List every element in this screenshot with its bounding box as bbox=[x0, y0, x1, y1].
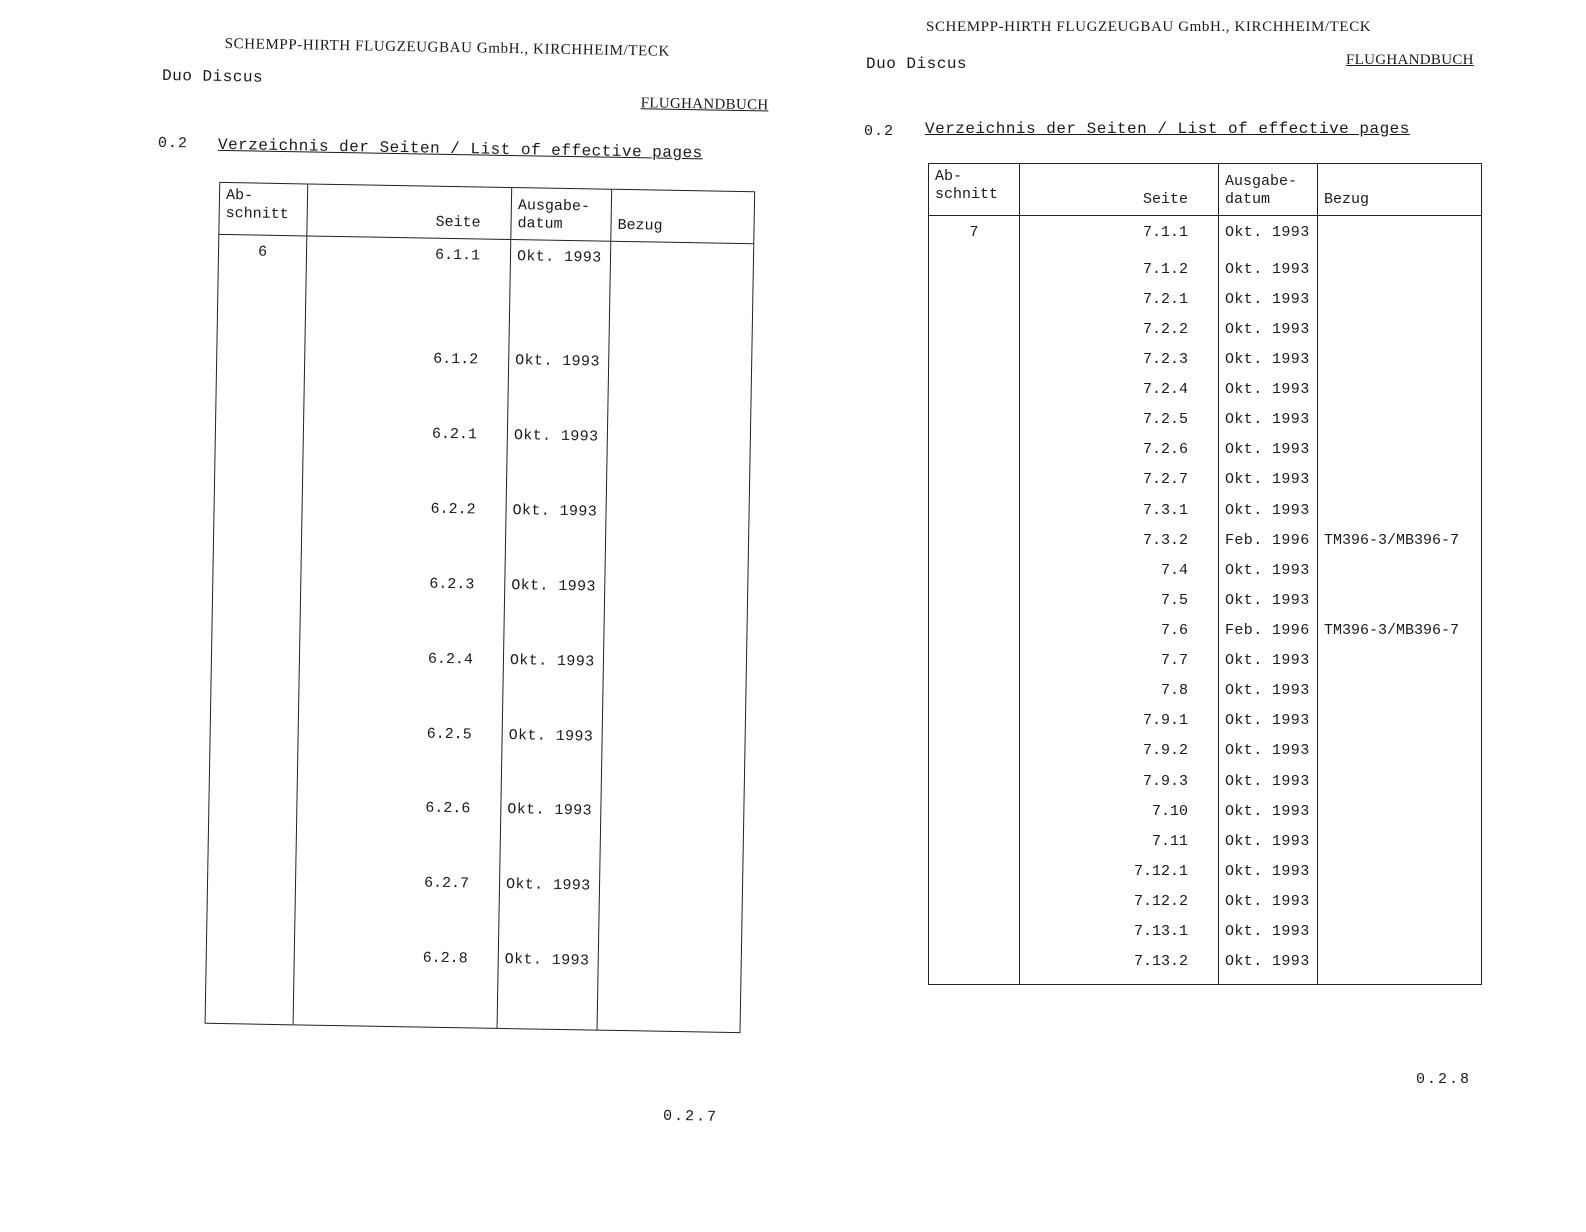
header-seite: Seite bbox=[1020, 164, 1219, 216]
table-row bbox=[929, 532, 1482, 562]
cell-ausgabedatum: Okt. 1993 bbox=[1219, 502, 1318, 532]
cell-abschnitt bbox=[210, 646, 299, 722]
cell-seite: 6.2.2 bbox=[301, 498, 506, 576]
cell-abschnitt bbox=[929, 652, 1020, 682]
company-header: SCHEMPP-HIRTH FLUGZEUGBAU GmbH., KIRCHHEIM/TECK bbox=[224, 35, 670, 60]
cell-ausgabedatum: Okt. 1993 bbox=[1219, 592, 1318, 622]
cell-seite: 6.2.4 bbox=[298, 648, 503, 726]
empty-cell bbox=[205, 1021, 293, 1025]
header-ausgabedatum: Ausgabe- datum bbox=[511, 188, 612, 242]
table-row bbox=[929, 562, 1482, 592]
cell-ausgabedatum: Okt. 1993 bbox=[509, 240, 611, 354]
table-row bbox=[929, 502, 1482, 532]
cell-seite: 7.13.2 bbox=[1020, 953, 1219, 983]
cell-bezug bbox=[598, 878, 742, 955]
cell-bezug bbox=[1318, 261, 1482, 291]
cell-ausgabedatum: Okt. 1993 bbox=[498, 876, 599, 953]
table-row bbox=[209, 721, 745, 805]
handbook-title: FLUGHANDBUCH bbox=[1346, 52, 1474, 68]
cell-seite: 7.9.2 bbox=[1020, 742, 1219, 772]
table-row bbox=[217, 234, 754, 356]
table-row bbox=[929, 682, 1482, 712]
cell-abschnitt bbox=[929, 351, 1020, 381]
cell-bezug bbox=[606, 429, 750, 506]
cell-bezug bbox=[1318, 411, 1482, 441]
empty-cell bbox=[1318, 983, 1482, 984]
cell-seite: 7.13.1 bbox=[1020, 923, 1219, 953]
table-row bbox=[929, 592, 1482, 622]
cell-abschnitt bbox=[212, 572, 301, 648]
empty-cell bbox=[929, 983, 1020, 984]
cell-ausgabedatum: Okt. 1993 bbox=[1219, 321, 1318, 351]
page-number: 0.2.8 bbox=[1416, 1071, 1472, 1088]
cell-abschnitt bbox=[208, 796, 297, 872]
cell-seite: 6.2.5 bbox=[297, 723, 502, 801]
cell-bezug bbox=[608, 354, 752, 431]
header-seite: Seite bbox=[307, 184, 512, 240]
cell-abschnitt bbox=[929, 803, 1020, 833]
table-row bbox=[929, 803, 1482, 833]
cell-ausgabedatum: Okt. 1993 bbox=[505, 502, 606, 579]
cell-ausgabedatum: Okt. 1993 bbox=[1219, 953, 1318, 983]
cell-seite: 7.6 bbox=[1020, 622, 1219, 652]
cell-seite: 6.2.7 bbox=[294, 873, 499, 951]
cell-abschnitt bbox=[929, 682, 1020, 712]
cell-ausgabedatum: Okt. 1993 bbox=[1219, 833, 1318, 863]
cell-ausgabedatum: Okt. 1993 bbox=[1219, 291, 1318, 321]
table-row bbox=[929, 441, 1482, 471]
cell-bezug bbox=[1318, 803, 1482, 833]
cell-ausgabedatum: Okt. 1993 bbox=[497, 951, 598, 1028]
aircraft-model: Duo Discus bbox=[161, 66, 264, 87]
cell-bezug bbox=[597, 953, 741, 1030]
cell-seite: 7.4 bbox=[1020, 562, 1219, 592]
empty-cell bbox=[1219, 983, 1318, 984]
table-filler-row bbox=[929, 983, 1482, 984]
cell-ausgabedatum: Okt. 1993 bbox=[500, 801, 601, 878]
section-number: 0.2 bbox=[157, 134, 189, 153]
cell-abschnitt bbox=[216, 347, 305, 423]
cell-bezug bbox=[1318, 953, 1482, 983]
header-bezug: Bezug bbox=[1318, 164, 1482, 216]
table-row bbox=[210, 646, 746, 730]
cell-seite: 7.11 bbox=[1020, 833, 1219, 863]
cell-ausgabedatum: Okt. 1993 bbox=[1219, 216, 1318, 261]
cell-seite: 7.2.3 bbox=[1020, 351, 1219, 381]
cell-abschnitt bbox=[929, 471, 1020, 501]
empty-cell bbox=[497, 1026, 597, 1030]
cell-seite: 7.2.4 bbox=[1020, 381, 1219, 411]
cell-ausgabedatum: Okt. 1993 bbox=[1219, 773, 1318, 803]
cell-bezug bbox=[604, 578, 748, 655]
header-ausgabedatum: Ausgabe- datum bbox=[1219, 164, 1318, 216]
handbook-title: FLUGHANDBUCH bbox=[640, 95, 769, 114]
cell-ausgabedatum: Okt. 1993 bbox=[1219, 411, 1318, 441]
manual-page-right bbox=[800, 0, 1586, 1226]
cell-abschnitt bbox=[213, 497, 302, 573]
cell-abschnitt bbox=[929, 863, 1020, 893]
table-row bbox=[929, 893, 1482, 923]
cell-seite: 6.2.8 bbox=[293, 948, 498, 1026]
cell-bezug bbox=[601, 728, 745, 805]
cell-ausgabedatum: Feb. 1996 bbox=[1219, 622, 1318, 652]
table-row bbox=[929, 351, 1482, 381]
section-number: 0.2 bbox=[864, 123, 895, 140]
cell-bezug bbox=[1318, 652, 1482, 682]
cell-seite: 6.1.2 bbox=[304, 348, 509, 426]
cell-seite: 6.1.1 bbox=[305, 236, 511, 352]
cell-seite: 7.2.1 bbox=[1020, 291, 1219, 321]
cell-abschnitt bbox=[929, 321, 1020, 351]
cell-seite: 7.5 bbox=[1020, 592, 1219, 622]
cell-seite: 7.9.3 bbox=[1020, 773, 1219, 803]
cell-abschnitt: 6 bbox=[217, 234, 307, 348]
cell-seite: 6.2.1 bbox=[302, 423, 507, 501]
table-row bbox=[929, 471, 1482, 501]
cell-ausgabedatum: Feb. 1996 bbox=[1219, 532, 1318, 562]
cell-seite: 7.10 bbox=[1020, 803, 1219, 833]
table-row bbox=[929, 321, 1482, 351]
table-row bbox=[929, 863, 1482, 893]
cell-ausgabedatum: Okt. 1993 bbox=[1219, 441, 1318, 471]
cell-ausgabedatum: Okt. 1993 bbox=[1219, 893, 1318, 923]
table-row bbox=[213, 497, 749, 581]
cell-ausgabedatum: Okt. 1993 bbox=[1219, 923, 1318, 953]
table-row bbox=[929, 923, 1482, 953]
cell-ausgabedatum: Okt. 1993 bbox=[1219, 261, 1318, 291]
cell-seite: 7.9.1 bbox=[1020, 712, 1219, 742]
cell-ausgabedatum: Okt. 1993 bbox=[506, 427, 607, 504]
cell-bezug bbox=[1318, 592, 1482, 622]
cell-bezug bbox=[1318, 291, 1482, 321]
table-body bbox=[929, 216, 1482, 985]
cell-ausgabedatum: Okt. 1993 bbox=[1219, 742, 1318, 772]
aircraft-model: Duo Discus bbox=[866, 55, 968, 73]
cell-ausgabedatum: Okt. 1993 bbox=[1219, 803, 1318, 833]
cell-ausgabedatum: Okt. 1993 bbox=[501, 726, 602, 803]
cell-bezug bbox=[1318, 682, 1482, 712]
cell-bezug bbox=[1318, 471, 1482, 501]
cell-ausgabedatum: Okt. 1993 bbox=[1219, 351, 1318, 381]
cell-abschnitt: 7 bbox=[929, 216, 1020, 261]
table-row bbox=[929, 833, 1482, 863]
cell-abschnitt bbox=[929, 592, 1020, 622]
cell-seite: 7.12.1 bbox=[1020, 863, 1219, 893]
company-header: SCHEMPP-HIRTH FLUGZEUGBAU GmbH., KIRCHHEIM/TECK bbox=[926, 19, 1372, 35]
cell-seite: 7.2.2 bbox=[1020, 321, 1219, 351]
cell-bezug bbox=[1318, 562, 1482, 592]
cell-abschnitt bbox=[929, 712, 1020, 742]
table-row bbox=[205, 946, 741, 1030]
cell-ausgabedatum: Okt. 1993 bbox=[508, 352, 609, 429]
cell-seite: 7.2.5 bbox=[1020, 411, 1219, 441]
cell-seite: 7.7 bbox=[1020, 652, 1219, 682]
cell-abschnitt bbox=[929, 411, 1020, 441]
effective-pages-table bbox=[205, 182, 756, 1033]
cell-bezug bbox=[1318, 351, 1482, 381]
cell-bezug bbox=[1318, 773, 1482, 803]
table-row bbox=[206, 871, 742, 955]
cell-ausgabedatum: Okt. 1993 bbox=[504, 577, 605, 654]
cell-abschnitt bbox=[929, 923, 1020, 953]
table-row bbox=[214, 422, 750, 506]
cell-bezug bbox=[1318, 502, 1482, 532]
table-row bbox=[929, 291, 1482, 321]
cell-ausgabedatum: Okt. 1993 bbox=[1219, 652, 1318, 682]
cell-abschnitt bbox=[929, 622, 1020, 652]
cell-abschnitt bbox=[929, 562, 1020, 592]
cell-bezug bbox=[1318, 216, 1482, 261]
cell-ausgabedatum: Okt. 1993 bbox=[1219, 863, 1318, 893]
cell-ausgabedatum: Okt. 1993 bbox=[1219, 712, 1318, 742]
cell-abschnitt bbox=[929, 773, 1020, 803]
cell-abschnitt bbox=[206, 871, 295, 947]
cell-bezug bbox=[1318, 923, 1482, 953]
cell-bezug bbox=[605, 503, 749, 580]
cell-abschnitt bbox=[929, 291, 1020, 321]
cell-abschnitt bbox=[929, 532, 1020, 562]
empty-cell bbox=[1020, 983, 1219, 984]
section-title: Verzeichnis der Seiten / List of effective pages bbox=[925, 120, 1410, 138]
cell-bezug bbox=[1318, 441, 1482, 471]
table-body bbox=[205, 234, 754, 1032]
cell-ausgabedatum: Okt. 1993 bbox=[1219, 562, 1318, 592]
cell-abschnitt bbox=[214, 422, 303, 498]
table-row bbox=[929, 652, 1482, 682]
cell-bezug bbox=[1318, 381, 1482, 411]
cell-abschnitt bbox=[929, 953, 1020, 983]
header-abschnitt: Ab- schnitt bbox=[219, 182, 308, 236]
table-row bbox=[929, 712, 1482, 742]
cell-ausgabedatum: Okt. 1993 bbox=[1219, 381, 1318, 411]
cell-bezug bbox=[1318, 893, 1482, 923]
cell-abschnitt bbox=[929, 893, 1020, 923]
cell-seite: 7.2.7 bbox=[1020, 471, 1219, 501]
cell-abschnitt bbox=[209, 721, 298, 797]
cell-bezug: TM396-3/MB396-7 bbox=[1318, 532, 1482, 562]
cell-seite: 7.12.2 bbox=[1020, 893, 1219, 923]
cell-seite: 6.2.3 bbox=[300, 573, 505, 651]
table-row bbox=[929, 742, 1482, 772]
table-row bbox=[929, 773, 1482, 803]
table-row bbox=[929, 381, 1482, 411]
page-number: 0.2.7 bbox=[662, 1107, 719, 1126]
cell-bezug bbox=[1318, 321, 1482, 351]
cell-bezug bbox=[1318, 712, 1482, 742]
cell-abschnitt bbox=[929, 742, 1020, 772]
cell-bezug bbox=[1318, 742, 1482, 772]
table-row bbox=[216, 347, 752, 431]
cell-bezug bbox=[600, 803, 744, 880]
header-bezug: Bezug bbox=[611, 189, 755, 243]
table-header-row bbox=[219, 182, 755, 243]
cell-seite: 7.3.2 bbox=[1020, 532, 1219, 562]
cell-bezug bbox=[602, 653, 746, 730]
cell-seite: 7.2.6 bbox=[1020, 441, 1219, 471]
cell-abschnitt bbox=[205, 946, 294, 1022]
header-abschnitt: Ab- schnitt bbox=[929, 164, 1020, 216]
cell-bezug: TM396-3/MB396-7 bbox=[1318, 622, 1482, 652]
cell-abschnitt bbox=[929, 833, 1020, 863]
table-row bbox=[929, 953, 1482, 983]
cell-abschnitt bbox=[929, 381, 1020, 411]
table-row bbox=[212, 572, 748, 656]
cell-ausgabedatum: Okt. 1993 bbox=[502, 652, 603, 729]
cell-seite: 7.3.1 bbox=[1020, 502, 1219, 532]
cell-abschnitt bbox=[929, 441, 1020, 471]
cell-seite: 6.2.6 bbox=[296, 798, 501, 876]
table-row bbox=[929, 261, 1482, 291]
cell-seite: 7.8 bbox=[1020, 682, 1219, 712]
cell-seite: 7.1.1 bbox=[1020, 216, 1219, 261]
table-header-row bbox=[929, 164, 1482, 216]
cell-seite: 7.1.2 bbox=[1020, 261, 1219, 291]
table-row bbox=[929, 411, 1482, 441]
table-row bbox=[929, 216, 1482, 261]
table-row bbox=[929, 622, 1482, 652]
cell-ausgabedatum: Okt. 1993 bbox=[1219, 471, 1318, 501]
cell-abschnitt bbox=[929, 261, 1020, 291]
cell-abschnitt bbox=[929, 502, 1020, 532]
section-title: Verzeichnis der Seiten / List of effective pages bbox=[217, 135, 703, 163]
cell-bezug bbox=[1318, 863, 1482, 893]
table-row bbox=[208, 796, 744, 880]
cell-bezug bbox=[1318, 833, 1482, 863]
effective-pages-table bbox=[928, 163, 1482, 985]
cell-bezug bbox=[609, 241, 754, 356]
cell-ausgabedatum: Okt. 1993 bbox=[1219, 682, 1318, 712]
